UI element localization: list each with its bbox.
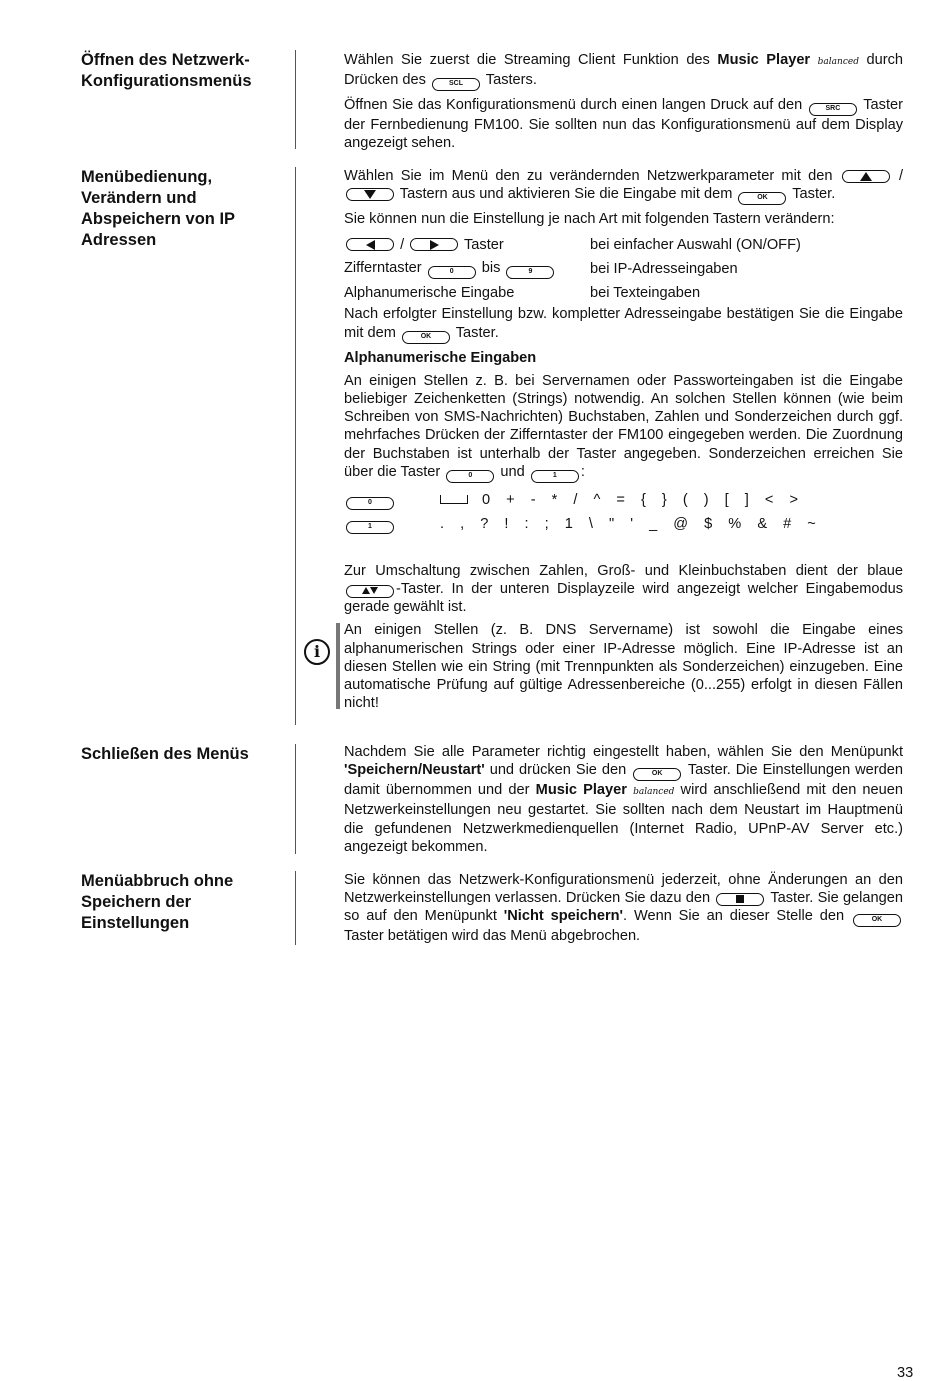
brand-script: balanced: [817, 57, 859, 67]
stop-key-icon: [716, 893, 764, 906]
section-body-open-menu: [344, 51, 903, 158]
section-divider: [295, 744, 296, 854]
section-body-cancel-menu: [344, 871, 903, 951]
info-icon: i: [304, 639, 330, 665]
one-key-icon: 1: [346, 521, 394, 534]
paragraph: Öffnen Sie das Konfigurationsmenü durch einen langen Druck auf den SRC Taster der Fernbedienung FM100. Sie sollten nun das Konfigurationsmenü auf dem Display angezeigt sehen.: [344, 97, 904, 152]
paragraph: Zur Umschaltung zwischen Zahlen, Groß- und Kleinbuchstaben dient der blaue -Taster. In der unteren Displayzeile wird angezeigt welcher Eingabemodus gerade gewählt ist.: [344, 562, 903, 616]
ok-key-icon: OK: [402, 331, 450, 344]
paragraph: Sie können nun die Einstellung je nach Art mit folgenden Tastern verändern:: [344, 211, 835, 228]
zero-key-icon: 0: [428, 266, 476, 279]
special-chars-row: 0 0 + - * / ^ = { } ( ) [ ] < >: [344, 488, 903, 512]
paragraph: Nach erfolgter Einstellung bzw. kompletter Adresseingabe bestätigen Sie die Eingabe mit dem OK Taster.: [344, 305, 903, 343]
paragraph: Wählen Sie im Menü den zu verändernden Netzwerkparameter mit den / Tastern aus und aktivieren Sie die Eingabe mit dem OK Taster.: [344, 167, 903, 205]
right-key-icon: [410, 238, 458, 251]
table-row: Zifferntaster 0 bis 9 bei IP-Adresseingaben: [344, 257, 903, 281]
one-key-icon: 1: [531, 470, 579, 483]
paragraph: Sie können das Netzwerk-Konfigurationsmenü jederzeit, ohne Änderungen an den Netzwerkeinstellungen verlassen. Drücken Sie dazu den Taster. Sie gelangen so auf den Menüpunkt 'Nicht speichern'. Wenn Sie an dieser Stelle den OK Taster betätigen wird das Menü abgebrochen.: [344, 872, 904, 945]
paragraph: Nachdem Sie alle Parameter richtig eingestellt haben, wählen Sie den Menüpunkt 'Speichern/Neustart' und drücken Sie den OK Taster. Die Einstellungen werden damit übernommen und der Music Player balanced wird anschließend mit den neuen Netzwerkeinstellungen neu gestartet. Sie sollten nach dem Neustart im Hauptmenü die gefundenen Netzwerkmedienquellen (Internet Radio, UPnP-AV Server etc.) angezeigt bekommen.: [344, 744, 904, 855]
brand-script: balanced: [633, 787, 675, 798]
space-symbol-icon: [440, 495, 468, 504]
special-chars-row: 1 . , ? ! : ; 1 \ " ' _ @ $ % & # ~: [344, 512, 903, 536]
section-divider: [295, 871, 296, 945]
paragraph: Wählen Sie zuerst die Streaming Client Funktion des Music Player balanced durch Drücken des SCL Tasters.: [344, 51, 903, 91]
info-note: An einigen Stellen (z. B. DNS Servername) ist sowohl die Eingabe eines alphanumerischen Strings oder einer IP-Adresse möglich. Eine IP-Adresse ist an diesen Stellen wie ein String (mit Trennpunkten als Sonderzeichen) einzugeben. Eine automatische Prüfung auf gültige Adressenbereiche (0...255) erfolgt in diesen Fällen nicht!: [344, 621, 903, 712]
section-heading-cancel-menu: Menüabbruch ohne Speichern der Einstellungen: [81, 872, 234, 932]
section-heading-close-menu: Schließen des Menüs: [81, 745, 249, 763]
nine-key-icon: 9: [506, 266, 554, 279]
section-heading-menu-operation: Menübedienung, Verändern und Abspeichern von IP Adressen: [81, 168, 235, 249]
up-key-icon: [842, 170, 890, 183]
down-key-icon: [346, 188, 394, 201]
zero-key-icon: 0: [346, 497, 394, 510]
src-key-icon: SRC: [809, 103, 857, 116]
section-heading-open-menu: Öffnen des Netzwerk-Konfigurationsmenüs: [81, 51, 252, 90]
ok-key-icon: OK: [633, 768, 681, 781]
section-divider: [295, 50, 296, 149]
ok-key-icon: OK: [853, 914, 901, 927]
table-row: / Taster bei einfacher Auswahl (ON/OFF): [344, 233, 903, 257]
table-row: Alphanumerische Eingabe bei Texteingaben: [344, 285, 701, 302]
subheading: Alphanumerische Eingaben: [344, 349, 537, 366]
paragraph: An einigen Stellen z. B. bei Servernamen oder Passworteingaben ist die Eingabe beliebiger Zeichenketten (Strings) notwendig. An solchen Stellen können (wie beim Schreiben von SMS-Nachrichten) Buchstaben, Zahlen und Sonderzeichen durch ggf. mehrfaches Drücken der Zifferntaster der FM100 eingegeben werden. Die Zuordnung der Buchstaben ist unterhalb der Taster angegeben. Sonderzeichen erreichen Sie über die Taster 0 und 1 :: [344, 372, 903, 483]
ok-key-icon: OK: [738, 192, 786, 205]
section-body-close-menu: [344, 743, 903, 861]
section-divider: [295, 167, 296, 725]
section-body-menu-operation: [344, 167, 903, 717]
left-key-icon: [346, 238, 394, 251]
up-down-key-icon: [346, 585, 394, 598]
page-number: 33: [897, 1365, 914, 1381]
scl-key-icon: SCL: [432, 78, 480, 91]
note-bar: [336, 623, 340, 709]
zero-key-icon: 0: [446, 470, 494, 483]
